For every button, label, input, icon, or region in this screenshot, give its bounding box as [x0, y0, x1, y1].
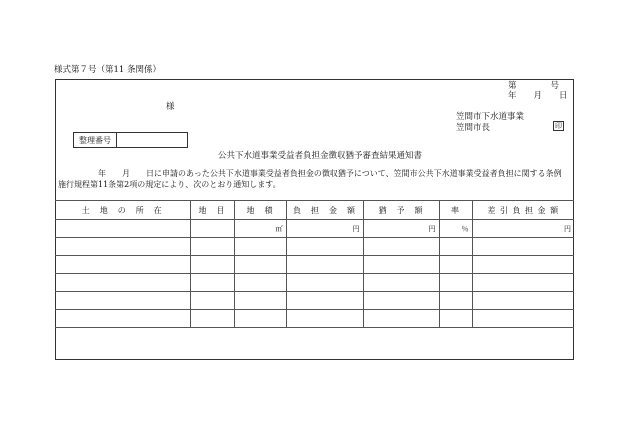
table-cell[interactable]	[363, 310, 439, 328]
assessment-table	[55, 200, 574, 328]
header-charge-amount: 負 担 金 額	[286, 201, 363, 220]
table-cell[interactable]	[472, 310, 574, 328]
header-deferred-amount: 猶 予 額	[363, 201, 439, 220]
table-cell[interactable]	[439, 274, 472, 292]
table-cell[interactable]	[55, 256, 190, 274]
table-cell[interactable]	[472, 274, 574, 292]
issue-date: 年 月 日	[508, 91, 568, 101]
table-cell[interactable]	[55, 274, 190, 292]
table-cell[interactable]	[234, 292, 286, 310]
header-area: 地 積	[234, 201, 286, 220]
table-cell[interactable]	[286, 292, 363, 310]
table-cell[interactable]	[234, 256, 286, 274]
table-cell[interactable]	[363, 238, 439, 256]
issuer-line1: 笠間市下水道事業	[456, 112, 525, 122]
table-cell[interactable]	[55, 310, 190, 328]
table-cell[interactable]	[439, 256, 472, 274]
table-cell[interactable]	[472, 292, 574, 310]
document-number: 第 号	[508, 81, 560, 91]
header-land-category: 地 目	[190, 201, 234, 220]
body-line-2: 施行規程第11条第2項の規定により、次のとおり通知します。	[58, 180, 281, 189]
table-cell[interactable]	[234, 274, 286, 292]
table-row	[55, 310, 574, 328]
header-rate: 率	[439, 201, 472, 220]
form-label: 様式第７号（第11 条関係）	[54, 65, 162, 75]
table-cell[interactable]	[286, 310, 363, 328]
table-cell-deferred-unit[interactable]: 円	[363, 220, 439, 238]
issuer-line2: 笠間市長	[456, 123, 491, 133]
seal-mark: 印	[555, 122, 562, 130]
header-net-charge: 差 引 負 担 金 額	[472, 201, 574, 220]
table-cell[interactable]	[234, 238, 286, 256]
table-row	[55, 292, 574, 310]
id-number-field[interactable]	[117, 133, 187, 147]
document-title: 公共下水道事業受益者負担金徴収猶予審査結果通知書	[218, 151, 423, 161]
table-row	[55, 274, 574, 292]
table-row	[55, 220, 574, 238]
table-cell[interactable]	[363, 292, 439, 310]
table-cell[interactable]	[190, 310, 234, 328]
table-cell[interactable]	[234, 310, 286, 328]
addressee-honorific: 様	[166, 102, 175, 112]
table-row	[55, 238, 574, 256]
table-cell[interactable]	[55, 238, 190, 256]
table-row	[55, 256, 574, 274]
table-cell-net-unit[interactable]: 円	[472, 220, 574, 238]
table-cell[interactable]	[439, 238, 472, 256]
table-cell[interactable]	[190, 256, 234, 274]
table-cell[interactable]	[190, 220, 234, 238]
table-cell[interactable]	[55, 220, 190, 238]
table-cell[interactable]	[190, 238, 234, 256]
table-cell[interactable]	[190, 292, 234, 310]
table-cell[interactable]	[286, 274, 363, 292]
body-line-1: 年 月 日に申請のあった公共下水道事業受益者負担金の徴収猶予について、笠間市公共下水道事業受益者負担に関する条例	[98, 169, 562, 178]
id-number-box	[73, 132, 188, 148]
table-cell[interactable]	[286, 238, 363, 256]
table-cell[interactable]	[286, 256, 363, 274]
table-cell[interactable]	[363, 274, 439, 292]
table-cell[interactable]	[190, 274, 234, 292]
table-cell[interactable]	[472, 238, 574, 256]
header-location: 土 地 の 所 在	[55, 201, 190, 220]
table-header-row	[55, 201, 574, 220]
table-cell-rate-unit[interactable]: ％	[439, 220, 472, 238]
table-cell[interactable]	[472, 256, 574, 274]
table-cell[interactable]	[55, 292, 190, 310]
table-cell-charge-unit[interactable]: 円	[286, 220, 363, 238]
table-cell-area-unit[interactable]: ㎡	[234, 220, 286, 238]
table-cell[interactable]	[363, 256, 439, 274]
id-number-label: 整理番号	[74, 133, 117, 147]
table-cell[interactable]	[439, 310, 472, 328]
table-cell[interactable]	[439, 292, 472, 310]
